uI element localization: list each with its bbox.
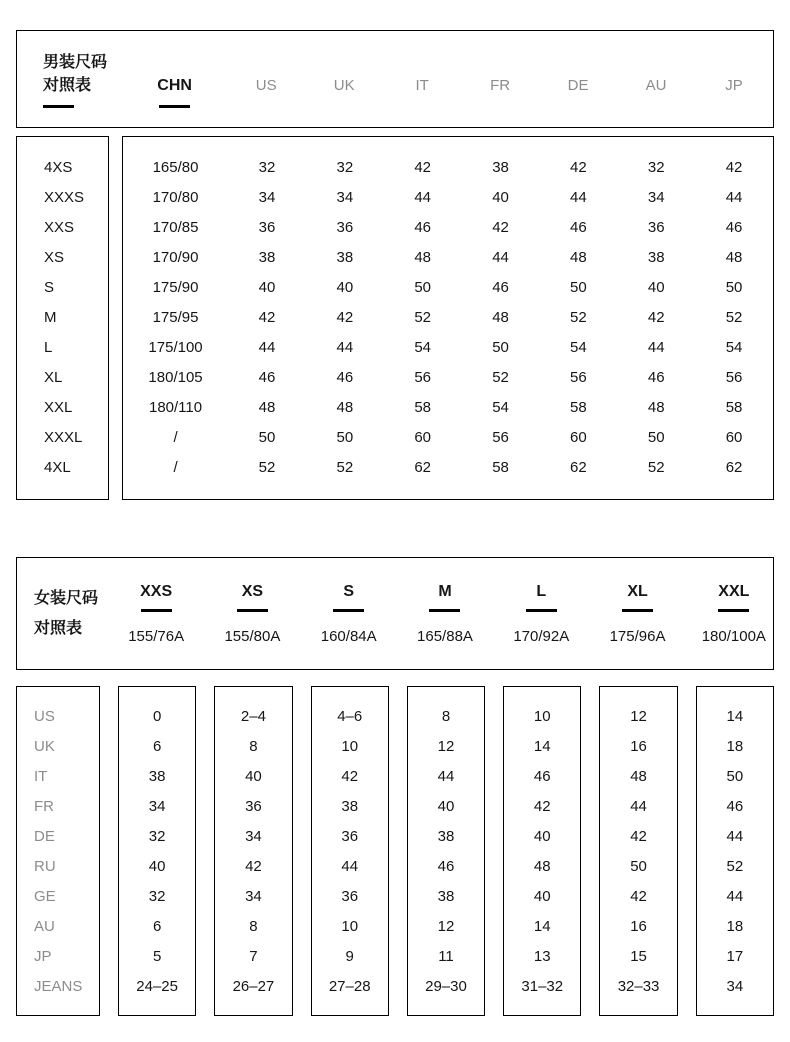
mens-cell-us: 52	[258, 459, 276, 476]
womens-size-underline	[429, 609, 460, 612]
mens-cell-chn: 170/80	[152, 189, 199, 206]
womens-cell-jeans: 27–28	[328, 978, 371, 995]
womens-cell-fr: 36	[245, 798, 262, 815]
womens-cell-uk: 12	[437, 738, 455, 755]
womens-cell-ru: 44	[341, 858, 359, 875]
mens-cell-de: 44	[570, 189, 587, 206]
mens-table-row	[123, 363, 773, 393]
womens-region-label: FR	[34, 798, 54, 815]
womens-cell-fr: 46	[726, 798, 744, 815]
mens-table-row	[123, 153, 773, 183]
womens-values-box-m	[407, 686, 485, 1016]
mens-cell-it: 46	[414, 219, 432, 236]
mens-cell-de: 52	[570, 309, 587, 326]
womens-cell-it: 48	[630, 768, 647, 785]
womens-region-label: JEANS	[34, 978, 83, 995]
mens-cell-it: 52	[414, 309, 432, 326]
mens-cell-au: 40	[647, 279, 665, 296]
womens-chn-size: 155/76A	[128, 628, 185, 645]
womens-values-box-xxs	[118, 686, 196, 1016]
womens-cell-it: 40	[245, 768, 262, 785]
womens-cell-ru: 52	[726, 858, 744, 875]
womens-cell-ge: 40	[533, 888, 551, 905]
column-label: FR	[490, 76, 511, 94]
womens-cell-ru: 46	[437, 858, 455, 875]
womens-cell-ru: 50	[630, 858, 647, 875]
womens-col-header-xl	[598, 581, 676, 646]
womens-values-box-xs	[214, 686, 292, 1016]
womens-cell-ge: 32	[148, 888, 166, 905]
mens-size-label: S	[44, 279, 55, 296]
mens-cell-fr: 50	[492, 339, 509, 356]
column-label: CHN	[157, 76, 192, 94]
womens-size-underline	[141, 609, 172, 612]
womens-cell-au: 14	[533, 918, 551, 935]
womens-cell-it: 50	[726, 768, 744, 785]
womens-cell-it: 38	[148, 768, 166, 785]
mens-cell-uk: 46	[336, 369, 354, 386]
mens-table-row	[123, 303, 773, 333]
chn-underline	[159, 105, 190, 108]
mens-size-label: L	[44, 339, 53, 356]
mens-size-label: 4XL	[44, 459, 71, 476]
mens-cell-chn: 180/110	[148, 399, 203, 416]
mens-cell-au: 32	[647, 159, 665, 176]
womens-cell-it: 46	[533, 768, 551, 785]
mens-cell-us: 34	[258, 189, 276, 206]
mens-cell-jp: 52	[725, 309, 743, 326]
mens-col-header-fr	[461, 51, 539, 108]
mens-cell-uk: 48	[336, 399, 354, 416]
womens-col-header-m	[406, 581, 484, 646]
womens-cell-uk: 18	[726, 738, 744, 755]
womens-cell-ru: 40	[148, 858, 166, 875]
mens-cell-us: 38	[258, 249, 276, 266]
mens-cell-it: 42	[414, 159, 432, 176]
womens-region-label: US	[34, 708, 55, 725]
womens-cell-au: 12	[437, 918, 455, 935]
womens-table-title	[34, 584, 117, 644]
mens-cell-fr: 52	[492, 369, 509, 386]
womens-cell-de: 42	[630, 828, 647, 845]
womens-title-line1: 女装尺码	[34, 589, 99, 607]
womens-cell-uk: 8	[249, 738, 258, 755]
womens-cell-jp: 13	[533, 948, 551, 965]
womens-cell-ru: 42	[245, 858, 262, 875]
mens-table-row	[123, 393, 773, 423]
mens-cell-us: 46	[258, 369, 276, 386]
mens-cell-fr: 38	[492, 159, 509, 176]
mens-cell-it: 60	[414, 429, 432, 446]
womens-region-label: GE	[34, 888, 56, 905]
womens-cell-it: 44	[437, 768, 455, 785]
mens-col-header-chn	[122, 51, 227, 108]
mens-cell-chn: /	[173, 429, 178, 446]
womens-chn-size: 180/100A	[701, 628, 766, 645]
mens-cell-au: 52	[647, 459, 665, 476]
mens-cell-uk: 36	[336, 219, 354, 236]
mens-title-line2: 对照表	[43, 76, 92, 94]
womens-size-underline	[622, 609, 653, 612]
mens-cell-fr: 42	[492, 219, 509, 236]
womens-cell-jp: 7	[249, 948, 258, 965]
mens-cell-jp: 42	[725, 159, 743, 176]
mens-size-label: XXL	[44, 399, 73, 416]
mens-cell-chn: 170/90	[152, 249, 199, 266]
womens-cell-uk: 10	[341, 738, 359, 755]
womens-cell-ru: 48	[533, 858, 551, 875]
mens-size-label: XXXS	[44, 189, 85, 206]
womens-cell-uk: 16	[630, 738, 647, 755]
mens-size-label: XS	[44, 249, 65, 266]
mens-cell-au: 44	[647, 339, 665, 356]
mens-cell-fr: 40	[492, 189, 509, 206]
mens-cell-jp: 44	[725, 189, 743, 206]
womens-cell-jp: 9	[345, 948, 354, 965]
mens-cell-chn: 175/90	[152, 279, 199, 296]
mens-table-row	[123, 273, 773, 303]
column-label: AU	[645, 76, 667, 94]
mens-cell-chn: 180/105	[148, 369, 203, 386]
mens-cell-de: 54	[570, 339, 587, 356]
womens-cell-uk: 6	[152, 738, 162, 755]
womens-cell-jeans: 31–32	[521, 978, 564, 995]
womens-cell-jeans: 24–25	[136, 978, 178, 995]
womens-chn-size: 170/92A	[513, 628, 570, 645]
mens-cell-it: 44	[414, 189, 432, 206]
womens-cell-jp: 11	[438, 948, 454, 965]
womens-cell-jp: 5	[152, 948, 162, 965]
womens-size-label: XXL	[718, 583, 750, 600]
mens-cell-us: 42	[258, 309, 276, 326]
womens-values-box-l	[503, 686, 581, 1016]
womens-region-label: RU	[34, 858, 56, 875]
mens-cell-us: 36	[258, 219, 276, 236]
column-label: US	[255, 76, 277, 94]
womens-chn-size: 175/96A	[609, 628, 666, 645]
womens-cell-ge: 36	[341, 888, 359, 905]
mens-col-header-au	[617, 51, 695, 108]
womens-region-label: AU	[34, 918, 55, 935]
mens-table-row	[123, 183, 773, 213]
mens-cell-jp: 58	[725, 399, 743, 416]
mens-cell-au: 38	[647, 249, 665, 266]
womens-cell-jeans: 34	[726, 978, 744, 995]
womens-cell-au: 8	[249, 918, 258, 935]
mens-cell-au: 42	[647, 309, 665, 326]
mens-cell-fr: 48	[492, 309, 509, 326]
womens-region-labels-box	[16, 686, 100, 1016]
mens-cell-uk: 42	[336, 309, 354, 326]
womens-col-header-xxs	[117, 581, 195, 646]
mens-table-row	[123, 243, 773, 273]
mens-cell-uk: 52	[336, 459, 354, 476]
mens-column-headers	[122, 51, 773, 108]
mens-cell-jp: 62	[725, 459, 743, 476]
mens-size-label: 4XS	[44, 159, 73, 176]
mens-col-header-it	[383, 51, 461, 108]
mens-cell-fr: 44	[492, 249, 509, 266]
womens-cell-us: 8	[441, 708, 451, 725]
womens-col-header-xs	[213, 581, 291, 646]
mens-cell-uk: 34	[336, 189, 354, 206]
womens-cell-it: 42	[341, 768, 359, 785]
womens-cell-jp: 17	[726, 948, 744, 965]
mens-cell-au: 48	[647, 399, 665, 416]
mens-size-label: M	[44, 309, 57, 326]
mens-cell-fr: 58	[492, 459, 509, 476]
mens-title-line1: 男装尺码	[43, 53, 108, 71]
mens-cell-us: 32	[258, 159, 276, 176]
mens-cell-it: 48	[414, 249, 432, 266]
mens-cell-chn: 165/80	[152, 159, 199, 176]
womens-size-label: XXS	[140, 583, 173, 600]
womens-cell-us: 2–4	[240, 708, 266, 725]
womens-cell-ge: 38	[437, 888, 455, 905]
mens-col-header-jp	[695, 51, 773, 108]
womens-size-label: M	[438, 583, 452, 600]
mens-table-row	[123, 453, 773, 483]
womens-values-box-xl	[599, 686, 677, 1016]
womens-values-box-s	[311, 686, 389, 1016]
womens-chn-size: 165/88A	[417, 628, 473, 645]
womens-size-label: XL	[627, 583, 648, 600]
mens-cell-au: 36	[647, 219, 665, 236]
mens-cell-de: 56	[570, 369, 587, 386]
mens-cell-fr: 54	[492, 399, 509, 416]
mens-cell-us: 50	[258, 429, 276, 446]
mens-cell-jp: 54	[725, 339, 743, 356]
mens-header-box	[16, 30, 774, 128]
mens-table-row	[123, 213, 773, 243]
womens-cell-us: 12	[630, 708, 647, 725]
mens-cell-de: 50	[570, 279, 587, 296]
womens-cell-us: 0	[152, 708, 162, 725]
womens-size-label: L	[536, 583, 547, 600]
womens-cell-de: 32	[148, 828, 166, 845]
mens-cell-it: 62	[414, 459, 432, 476]
mens-title-underline	[43, 105, 74, 108]
mens-cell-de: 42	[570, 159, 587, 176]
mens-col-header-us	[227, 51, 305, 108]
column-label: DE	[567, 76, 589, 94]
mens-cell-de: 60	[570, 429, 587, 446]
womens-cell-ge: 42	[630, 888, 647, 905]
womens-values-box-xxl	[696, 686, 774, 1016]
womens-cell-jeans: 29–30	[425, 978, 467, 995]
womens-cell-de: 34	[245, 828, 262, 845]
mens-cell-it: 54	[414, 339, 432, 356]
womens-cell-fr: 40	[437, 798, 455, 815]
mens-cell-uk: 38	[336, 249, 354, 266]
womens-region-label: IT	[34, 768, 48, 785]
womens-region-label: UK	[34, 738, 55, 755]
mens-size-label: XL	[44, 369, 63, 386]
womens-cell-jp: 15	[630, 948, 647, 965]
womens-header-box	[16, 557, 774, 670]
mens-size-label: XXXL	[44, 429, 83, 446]
mens-col-header-de	[539, 51, 617, 108]
womens-region-label: DE	[34, 828, 55, 845]
column-label: JP	[725, 76, 743, 94]
mens-cell-jp: 56	[725, 369, 743, 386]
womens-cell-de: 40	[533, 828, 551, 845]
column-label: IT	[415, 76, 429, 94]
womens-cell-de: 38	[437, 828, 455, 845]
womens-column-headers	[117, 581, 773, 646]
womens-size-underline	[237, 609, 268, 612]
mens-cell-uk: 40	[336, 279, 354, 296]
womens-values-area	[118, 686, 774, 1016]
mens-cell-chn: 175/95	[152, 309, 199, 326]
mens-cell-it: 50	[414, 279, 432, 296]
womens-cell-jeans: 32–33	[617, 978, 660, 995]
mens-table-title	[43, 51, 122, 108]
mens-table-row	[123, 423, 773, 453]
womens-col-header-xxl	[695, 581, 773, 646]
womens-cell-fr: 34	[148, 798, 166, 815]
mens-cell-chn: 175/100	[148, 339, 203, 356]
womens-size-underline	[333, 609, 364, 612]
mens-cell-fr: 46	[492, 279, 509, 296]
womens-cell-us: 10	[533, 708, 551, 725]
mens-cell-au: 50	[647, 429, 665, 446]
womens-cell-au: 6	[152, 918, 162, 935]
mens-cell-au: 46	[647, 369, 665, 386]
mens-col-header-uk	[305, 51, 383, 108]
mens-cell-it: 58	[414, 399, 432, 416]
womens-cell-au: 16	[630, 918, 647, 935]
womens-chn-size: 160/84A	[320, 628, 377, 645]
mens-cell-uk: 44	[336, 339, 354, 356]
womens-size-label: S	[343, 583, 355, 600]
mens-cell-chn: 170/85	[152, 219, 199, 236]
womens-cell-ge: 44	[726, 888, 744, 905]
mens-size-label: XXS	[44, 219, 75, 236]
mens-cell-de: 48	[570, 249, 587, 266]
mens-cell-us: 40	[258, 279, 276, 296]
womens-cell-de: 36	[341, 828, 359, 845]
womens-cell-us: 4–6	[337, 708, 363, 725]
womens-cell-de: 44	[726, 828, 744, 845]
mens-cell-uk: 32	[336, 159, 354, 176]
womens-cell-fr: 38	[341, 798, 359, 815]
mens-cell-chn: /	[173, 459, 178, 476]
mens-size-labels-box	[16, 136, 109, 500]
mens-cell-jp: 60	[725, 429, 743, 446]
mens-cell-uk: 50	[336, 429, 354, 446]
womens-col-header-l	[502, 581, 580, 646]
mens-cell-de: 46	[570, 219, 587, 236]
mens-table-row	[123, 333, 773, 363]
womens-col-header-s	[310, 581, 388, 646]
womens-cell-fr: 42	[533, 798, 551, 815]
mens-cell-au: 34	[647, 189, 665, 206]
mens-cell-us: 48	[258, 399, 276, 416]
womens-cell-uk: 14	[533, 738, 551, 755]
mens-values-box	[122, 136, 774, 500]
womens-cell-fr: 44	[630, 798, 647, 815]
womens-chn-size: 155/80A	[224, 628, 281, 645]
womens-region-label: JP	[34, 948, 52, 965]
mens-cell-jp: 50	[725, 279, 743, 296]
mens-cell-fr: 56	[492, 429, 509, 446]
mens-cell-de: 62	[570, 459, 587, 476]
womens-cell-ge: 34	[245, 888, 262, 905]
mens-cell-us: 44	[258, 339, 276, 356]
womens-cell-us: 14	[726, 708, 744, 725]
mens-cell-jp: 46	[725, 219, 743, 236]
mens-cell-it: 56	[414, 369, 432, 386]
womens-title-line2: 对照表	[34, 619, 83, 637]
womens-size-label: XS	[241, 583, 264, 600]
womens-cell-au: 10	[341, 918, 359, 935]
womens-size-underline	[718, 609, 749, 612]
mens-cell-de: 58	[570, 399, 587, 416]
womens-cell-au: 18	[726, 918, 744, 935]
womens-size-underline	[526, 609, 557, 612]
mens-cell-jp: 48	[725, 249, 743, 266]
column-label: UK	[333, 76, 355, 94]
womens-cell-jeans: 26–27	[232, 978, 275, 995]
